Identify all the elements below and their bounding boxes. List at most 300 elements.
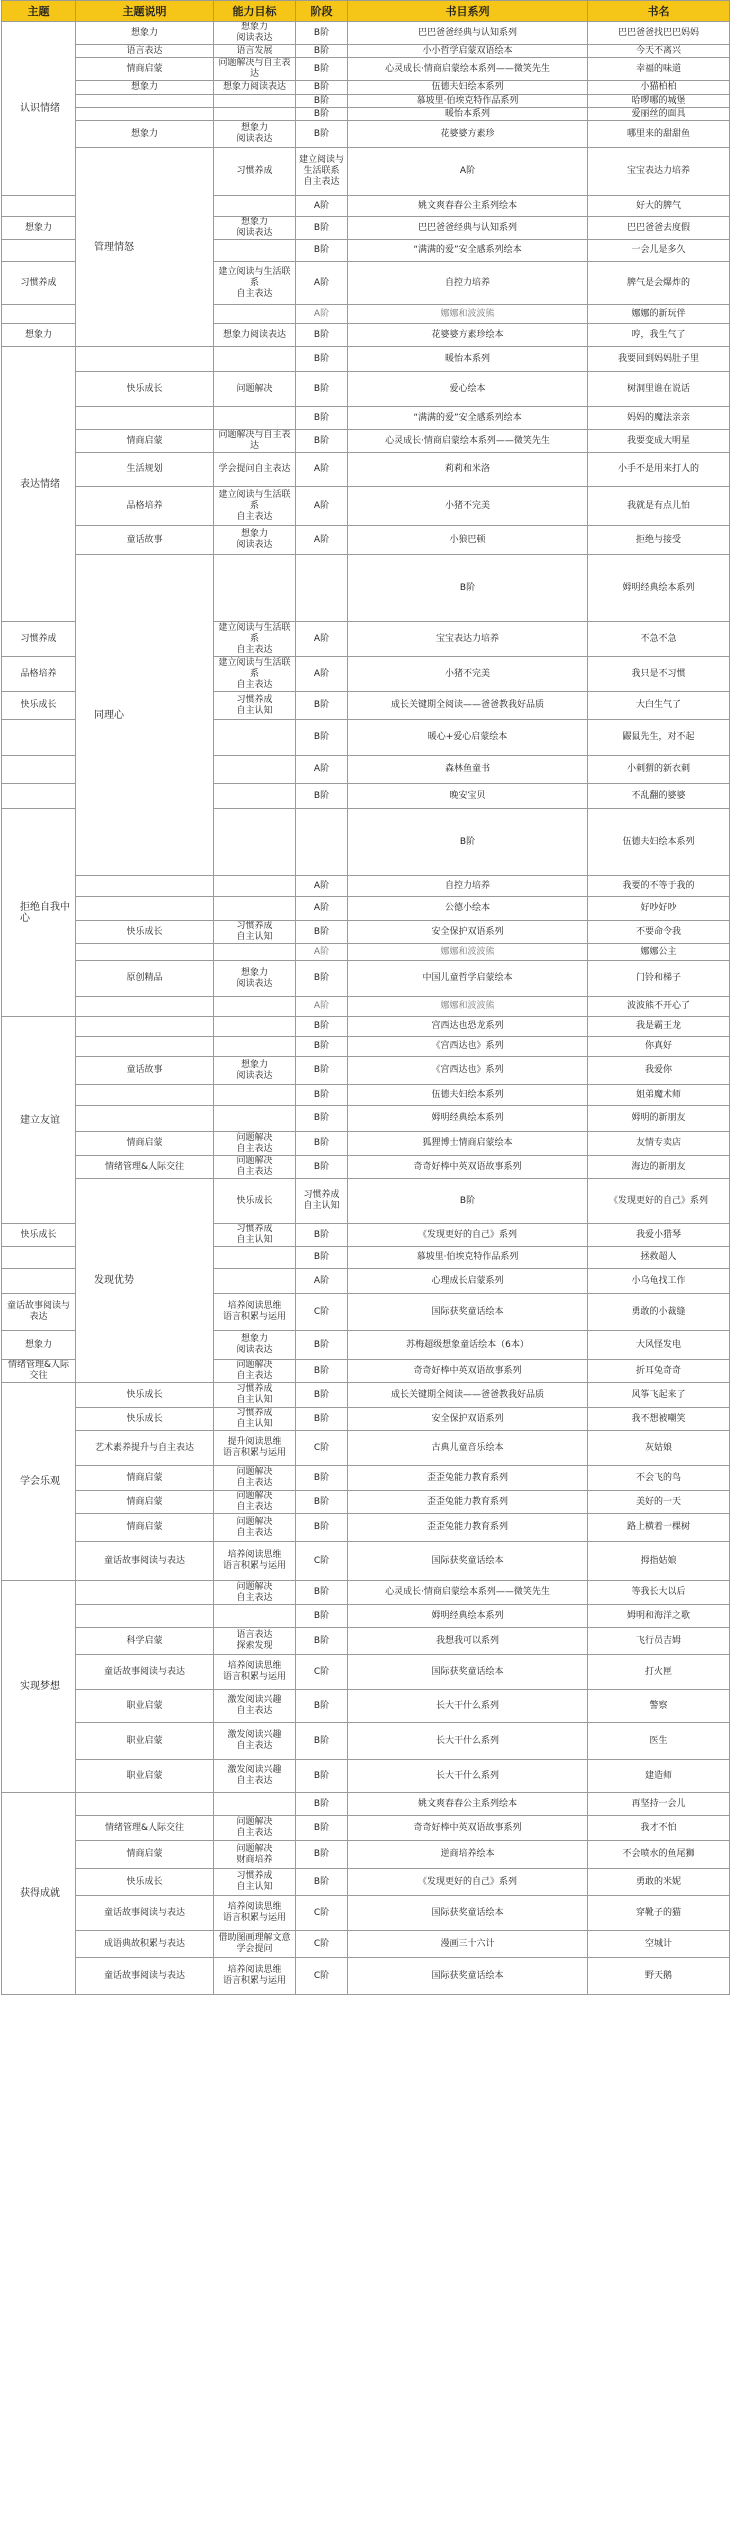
cell-book-title: 娜娜的新玩伴 [588,305,730,324]
cell-ability-goal [214,407,296,430]
cell-book-series: 娜娜和波波熊 [348,944,588,961]
cell-book-series: 国际获奖童话绘本 [348,1542,588,1581]
cell-theme-desc [76,1106,214,1132]
cell-stage: B阶 [296,347,348,372]
cell-book-title: 爱丽丝的面具 [588,108,730,121]
cell-book-series: 安全保护双语系列 [348,1408,588,1431]
cell-book-title: 折耳兔奇奇 [588,1360,730,1383]
header-ability-goal: 能力目标 [214,1,296,22]
cell-theme-desc: 童话故事阅读与表达 [76,1655,214,1690]
table-row [2,1514,730,1542]
cell-book-title: 勇敢的小裁缝 [588,1294,730,1331]
table-row [2,1655,730,1690]
cell-book-series: 姆明经典绘本系列 [348,1605,588,1628]
cell-book-series: 歪歪兔能力教育系列 [348,1514,588,1542]
cell-book-series: 长大干什么系列 [348,1760,588,1793]
cell-ability-goal: 问题解决 自主表达 [214,1156,296,1179]
table-row [2,22,730,45]
cell-book-title: 不乱翻的婆婆 [588,784,730,809]
cell-ability-goal: 问题解决与自主表达 [214,430,296,453]
table-row [2,1431,730,1466]
cell-ability-goal: 想象力 阅读表达 [214,217,296,240]
cell-ability-goal: 习惯养成 自主认知 [214,1224,296,1247]
cell-book-series: 成长关键期全阅读——爸爸教我好品质 [348,692,588,720]
cell-stage: B阶 [296,1247,348,1269]
cell-stage: B阶 [296,22,348,45]
cell-book-title: 野天鹅 [588,1958,730,1995]
cell-stage: A阶 [296,487,348,526]
cell-stage: C阶 [296,1294,348,1331]
cell-theme-desc: 语言表达 [76,45,214,58]
cell-stage: B阶 [296,1057,348,1085]
cell-book-series: 暖怡本系列 [348,108,588,121]
cell-theme-desc: 快乐成长 [76,1869,214,1896]
cell-stage: B阶 [296,720,348,756]
cell-ability-goal: 建立阅读与生活联系 自主表达 [214,657,296,692]
table-row [2,1466,730,1491]
cell-stage: B阶 [296,1793,348,1816]
cell-theme: 学会乐观 [2,1383,76,1581]
cell-ability-goal: 建立阅读与生活联系 自主表达 [214,487,296,526]
cell-book-series: 宝宝表达力培养 [588,148,730,196]
cell-ability-goal: 问题解决 自主表达 [214,1466,296,1491]
cell-ability-goal [214,997,296,1017]
cell-theme-desc: 想象力 [2,324,76,347]
cell-book-title: 波波熊不开心了 [588,997,730,1017]
cell-stage: B阶 [296,1841,348,1869]
cell-book-series: 长大干什么系列 [348,1690,588,1723]
cell-theme-desc [76,897,214,921]
cell-stage: B阶 [296,1491,348,1514]
cell-book-series: 安全保护双语系列 [348,921,588,944]
cell-book-series: 宫西达也恐龙系列 [348,1017,588,1037]
cell-stage: B阶 [348,809,588,876]
cell-book-title: 幸福的味道 [588,58,730,81]
table-row [2,526,730,555]
cell-book-title: 小乌龟找工作 [588,1269,730,1294]
cell-book-title: 建造师 [588,1760,730,1793]
cell-ability-goal [214,1247,296,1269]
cell-ability-goal: 问题解决 自主表达 [214,1360,296,1383]
cell-ability-goal [214,897,296,921]
cell-theme: 拒绝自我中心 [2,809,76,1017]
cell-stage: A阶 [296,657,348,692]
cell-book-series: 《发现更好的自己》系列 [348,1224,588,1247]
cell-book-series: 我想我可以系列 [348,1628,588,1655]
cell-theme-desc: 职业启蒙 [76,1690,214,1723]
cell-theme: 获得成就 [2,1793,76,1995]
cell-book-title: 警察 [588,1690,730,1723]
cell-book-title: 哪里来的甜甜鱼 [588,121,730,148]
cell-stage: A阶 [296,944,348,961]
cell-stage: B阶 [296,81,348,95]
cell-theme-desc: 快乐成长 [76,1383,214,1408]
cell-theme-desc [76,95,214,108]
table-row [2,997,730,1017]
cell-ability-goal: 习惯养成 自主认知 [214,1383,296,1408]
cell-book-title: 哼，我生气了 [588,324,730,347]
cell-stage: B阶 [296,1383,348,1408]
cell-theme-desc: 想象力 [76,121,214,148]
cell-stage: B阶 [296,407,348,430]
cell-ability-goal [214,240,296,262]
cell-stage: C阶 [296,1958,348,1995]
cell-theme-desc: 情商启蒙 [76,1514,214,1542]
cell-stage: B阶 [296,921,348,944]
cell-book-title: 巴巴爸爸去度假 [588,217,730,240]
cell-book-series: 暖怡本系列 [348,347,588,372]
cell-stage: B阶 [296,1628,348,1655]
table-row [2,555,730,622]
cell-theme-desc: 原创精品 [76,961,214,997]
cell-theme-desc: 情商启蒙 [76,1841,214,1869]
cell-stage: B阶 [296,1085,348,1106]
cell-book-title: 我要回到妈妈肚子里 [588,347,730,372]
cell-book-title: 友情专卖店 [588,1132,730,1156]
cell-theme-desc: 情绪管理&人际交往 [76,1156,214,1179]
cell-stage: B阶 [348,1179,588,1224]
cell-stage: B阶 [296,1581,348,1605]
cell-stage: B阶 [296,1816,348,1841]
cell-theme-desc [2,196,76,217]
cell-book-series: 姚文爽春春公主系列绘本 [348,196,588,217]
cell-ability-goal [214,1085,296,1106]
cell-theme-desc [2,1247,76,1269]
cell-stage: A阶 [296,997,348,1017]
cell-theme-desc: 童话故事阅读与表达 [76,1896,214,1931]
cell-ability-goal [214,1793,296,1816]
cell-theme-desc: 想象力 [2,1331,76,1360]
cell-book-series: 伍德夫妇绘本系列 [348,1085,588,1106]
cell-book-title: 好吵好吵 [588,897,730,921]
cell-theme-desc [76,1793,214,1816]
cell-book-series: 奇奇好棒中英双语故事系列 [348,1156,588,1179]
cell-book-series: 小小哲学启蒙双语绘本 [348,45,588,58]
cell-stage: C阶 [296,1542,348,1581]
table-row [2,1542,730,1581]
cell-ability-goal [214,876,296,897]
cell-book-title: 巴巴爸爸找巴巴妈妈 [588,22,730,45]
cell-book-title: 拒绝与接受 [588,526,730,555]
cell-theme-desc: 艺术素养提升与自主表达 [76,1431,214,1466]
cell-book-title: 不要命令我 [588,921,730,944]
cell-ability-goal: 语言发展 [214,45,296,58]
cell-ability-goal: 问题解决 自主表达 [214,1581,296,1605]
cell-book-title: 风筝飞起来了 [588,1383,730,1408]
cell-book-series: 娜娜和波波熊 [348,305,588,324]
cell-book-series: 姆明经典绘本系列 [588,555,730,622]
cell-book-title: 不会飞的鸟 [588,1466,730,1491]
table-row [2,1179,730,1224]
cell-book-series: 自控力培养 [348,876,588,897]
cell-book-title: 路上横着一棵树 [588,1514,730,1542]
cell-stage: B阶 [296,217,348,240]
cell-book-series: 成长关键期全阅读——爸爸教我好品质 [348,1383,588,1408]
cell-theme-desc: 童话故事阅读与表达 [76,1958,214,1995]
cell-book-series: 心灵成长·情商启蒙绘本系列——微笑先生 [348,1581,588,1605]
cell-stage: A阶 [296,897,348,921]
table-row [2,1085,730,1106]
cell-stage: B阶 [296,95,348,108]
cell-ability-goal: 习惯养成 自主认知 [214,692,296,720]
table-row [2,430,730,453]
cell-theme-desc [76,944,214,961]
cell-book-title: 我是霸王龙 [588,1017,730,1037]
table-row [2,95,730,108]
cell-book-series: 爱心绘本 [348,372,588,407]
cell-book-series: 晚安宝贝 [348,784,588,809]
cell-book-series: “满满的爱”安全感系列绘本 [348,407,588,430]
cell-stage: A阶 [296,622,348,657]
cell-stage: A阶 [296,1269,348,1294]
cell-theme-desc [2,756,76,784]
cell-theme-desc: 快乐成长 [76,921,214,944]
cell-stage: B阶 [296,692,348,720]
cell-book-title: 鼹鼠先生，对不起 [588,720,730,756]
cell-theme: 认识情绪 [2,22,76,196]
cell-stage: A阶 [296,262,348,305]
cell-ability-goal: 想象力阅读表达 [214,81,296,95]
cell-stage: B阶 [296,430,348,453]
cell-stage: B阶 [296,1106,348,1132]
header-row [2,1,730,22]
cell-book-series: 奇奇好棒中英双语故事系列 [348,1360,588,1383]
cell-stage: B阶 [296,1360,348,1383]
cell-book-series: 《宫西达也》系列 [348,1037,588,1057]
cell-stage: A阶 [296,526,348,555]
cell-theme-desc [76,876,214,897]
table-row [2,58,730,81]
cell-book-title: 我要变成大明星 [588,430,730,453]
cell-stage: C阶 [296,1431,348,1466]
cell-stage: B阶 [296,58,348,81]
cell-book-series: 《发现更好的自己》系列 [348,1869,588,1896]
table-row [2,921,730,944]
cell-book-series: 伍德夫妇绘本系列 [588,809,730,876]
cell-stage: B阶 [348,555,588,622]
cell-ability-goal: 问题解决 自主表达 [214,1132,296,1156]
table-row [2,876,730,897]
cell-stage: C阶 [296,1655,348,1690]
cell-theme-desc: 童话故事阅读与表达 [2,1294,76,1331]
cell-theme-desc: 习惯养成 [2,262,76,305]
cell-theme-desc: 科学启蒙 [76,1628,214,1655]
cell-ability-goal: 培养阅读思维 语言积累与运用 [214,1655,296,1690]
header-theme: 主题 [2,1,76,22]
cell-stage: B阶 [296,1690,348,1723]
cell-book-title: 勇敢的米妮 [588,1869,730,1896]
cell-ability-goal: 学会提问自主表达 [214,453,296,487]
cell-theme-desc: 习惯养成 [2,622,76,657]
cell-stage: A阶 [348,148,588,196]
cell-stage: B阶 [296,1017,348,1037]
cell-theme-desc [76,1017,214,1037]
cell-theme-desc: 职业启蒙 [76,1760,214,1793]
cell-ability-goal: 激发阅读兴趣 自主表达 [214,1690,296,1723]
cell-ability-goal: 激发阅读兴趣 自主表达 [214,1723,296,1760]
cell-theme-desc: 品格培养 [76,487,214,526]
cell-theme-desc [2,240,76,262]
cell-book-title: 打火匣 [588,1655,730,1690]
cell-stage: B阶 [296,1466,348,1491]
cell-ability-goal: 培养阅读思维 语言积累与运用 [214,1896,296,1931]
cell-book-series: 自控力培养 [348,262,588,305]
table-row [2,1793,730,1816]
cell-book-title: 哈啰哪的城堡 [588,95,730,108]
cell-ability-goal: 想象力阅读表达 [214,324,296,347]
cell-theme-desc: 想象力 [76,81,214,95]
table-row [2,81,730,95]
cell-book-title: 不急不急 [588,622,730,657]
cell-book-title: 小刺猬的新衣刺 [588,756,730,784]
cell-book-series: 伍德夫妇绘本系列 [348,81,588,95]
cell-book-series: 心灵成长·情商启蒙绘本系列——微笑先生 [348,58,588,81]
table-row [2,487,730,526]
header-book-series: 书目系列 [348,1,588,22]
cell-stage: B阶 [296,1408,348,1431]
cell-ability-goal: 培养阅读思维 语言积累与运用 [214,1958,296,1995]
cell-theme-desc: 情商启蒙 [76,1466,214,1491]
cell-book-series: 小猪不完美 [348,487,588,526]
cell-theme-desc [2,784,76,809]
cell-book-series: 莉莉和米洛 [348,453,588,487]
cell-book-series: 狐狸博士情商启蒙绘本 [348,1132,588,1156]
cell-book-series: 心灵成长·情商启蒙绘本系列——微笑先生 [348,430,588,453]
cell-stage: B阶 [296,961,348,997]
cell-stage: C阶 [296,1896,348,1931]
header-stage: 阶段 [296,1,348,22]
cell-book-title: 小猫柏柏 [588,81,730,95]
cell-book-title: 一会儿是多久 [588,240,730,262]
cell-stage: B阶 [296,1514,348,1542]
table-row [2,1057,730,1085]
cell-ability-goal: 建立阅读与生活联系 自主表达 [214,622,296,657]
cell-book-series: 花婆婆方素珍绘本 [348,324,588,347]
cell-theme-desc: 情商启蒙 [76,1491,214,1514]
cell-theme: 同理心 [76,555,214,876]
cell-book-series: 巴巴爸爸经典与认知系列 [348,22,588,45]
table-row [2,407,730,430]
cell-stage: B阶 [296,45,348,58]
table-row [2,1017,730,1037]
cell-ability-goal: 提升阅读思维 语言积累与运用 [214,1431,296,1466]
cell-theme-desc: 童话故事阅读与表达 [76,1542,214,1581]
table-row [2,1156,730,1179]
cell-theme-desc [76,347,214,372]
cell-book-title: 我才不怕 [588,1816,730,1841]
cell-stage: B阶 [296,1331,348,1360]
cell-theme-desc: 想象力 [2,217,76,240]
cell-ability-goal [214,784,296,809]
cell-book-series: “满满的爱”安全感系列绘本 [348,240,588,262]
cell-theme-desc: 情商启蒙 [76,58,214,81]
cell-book-title: 我爱你 [588,1057,730,1085]
cell-stage: B阶 [296,1156,348,1179]
cell-ability-goal: 培养阅读思维 语言积累与运用 [214,1542,296,1581]
table-row [2,944,730,961]
cell-ability-goal: 建立阅读与生活联系 自主表达 [214,262,296,305]
cell-ability-goal: 培养阅读思维 语言积累与运用 [214,1294,296,1331]
cell-theme-desc: 童话故事 [76,526,214,555]
cell-ability-goal [214,756,296,784]
cell-ability-goal: 习惯养成 自主认知 [214,1408,296,1431]
cell-ability-goal: 问题解决 [214,372,296,407]
cell-ability-goal [214,944,296,961]
cell-book-series: 娜娜和波波熊 [348,997,588,1017]
cell-theme-desc [214,555,296,622]
cell-book-series: 国际获奖童话绘本 [348,1896,588,1931]
cell-stage: B阶 [296,1132,348,1156]
table-row [2,347,730,372]
table-row [2,897,730,921]
cell-book-series: 苏梅超级想象童话绘本（6本） [348,1331,588,1360]
table-row [2,1106,730,1132]
table-row [2,148,730,196]
cell-theme-desc: 品格培养 [2,657,76,692]
cell-theme-desc: 情绪管理&人际交往 [2,1360,76,1383]
cell-book-title: 妈妈的魔法亲亲 [588,407,730,430]
cell-book-title: 海边的新朋友 [588,1156,730,1179]
cell-stage: B阶 [296,784,348,809]
cell-theme-desc: 快乐成长 [214,1179,296,1224]
table-row [2,1383,730,1408]
cell-stage: B阶 [296,1723,348,1760]
cell-book-title: 好大的脾气 [588,196,730,217]
cell-theme-desc: 生活规划 [76,453,214,487]
cell-theme: 发现优势 [76,1179,214,1383]
cell-book-title: 我要的不等于我的 [588,876,730,897]
cell-theme-desc [2,720,76,756]
table-row [2,1760,730,1793]
cell-ability-goal: 想象力 阅读表达 [214,526,296,555]
cell-theme: 实现梦想 [2,1581,76,1793]
cell-stage: B阶 [296,1224,348,1247]
cell-book-series: 长大干什么系列 [348,1723,588,1760]
cell-book-title: 小手不是用来打人的 [588,453,730,487]
cell-book-title: 穿靴子的猫 [588,1896,730,1931]
cell-book-series: 心理成长启蒙系列 [348,1269,588,1294]
table-row [2,1491,730,1514]
cell-book-series: 《发现更好的自己》系列 [588,1179,730,1224]
cell-book-series: 漫画三十六计 [348,1931,588,1958]
cell-stage: B阶 [296,1037,348,1057]
cell-theme: 建立友谊 [2,1017,76,1224]
cell-ability-goal: 问题解决 自主表达 [214,1491,296,1514]
cell-book-title: 医生 [588,1723,730,1760]
cell-book-series: 森林鱼童书 [348,756,588,784]
cell-ability-goal: 想象力 阅读表达 [214,121,296,148]
cell-ability-goal [214,1605,296,1628]
cell-theme-desc: 情绪管理&人际交往 [76,1816,214,1841]
cell-theme-desc: 情商启蒙 [76,430,214,453]
table-row [2,45,730,58]
cell-theme-desc: 成语典故积累与表达 [76,1931,214,1958]
cell-book-series: 暖心+爱心启蒙绘本 [348,720,588,756]
table-row [2,1931,730,1958]
cell-book-title: 今天不离兴 [588,45,730,58]
cell-ability-goal [296,555,348,622]
cell-theme-desc [76,407,214,430]
cell-book-title: 空城计 [588,1931,730,1958]
table-row [2,372,730,407]
cell-ability-goal: 借助图画理解文意 学会提问 [214,1931,296,1958]
cell-book-series: 姆明经典绘本系列 [348,1106,588,1132]
cell-theme-desc: 情商启蒙 [76,1132,214,1156]
cell-book-title: 等我长大以后 [588,1581,730,1605]
cell-theme-desc: 习惯养成 [214,148,296,196]
cell-stage: C阶 [296,1931,348,1958]
cell-book-series: 逆商培养绘本 [348,1841,588,1869]
